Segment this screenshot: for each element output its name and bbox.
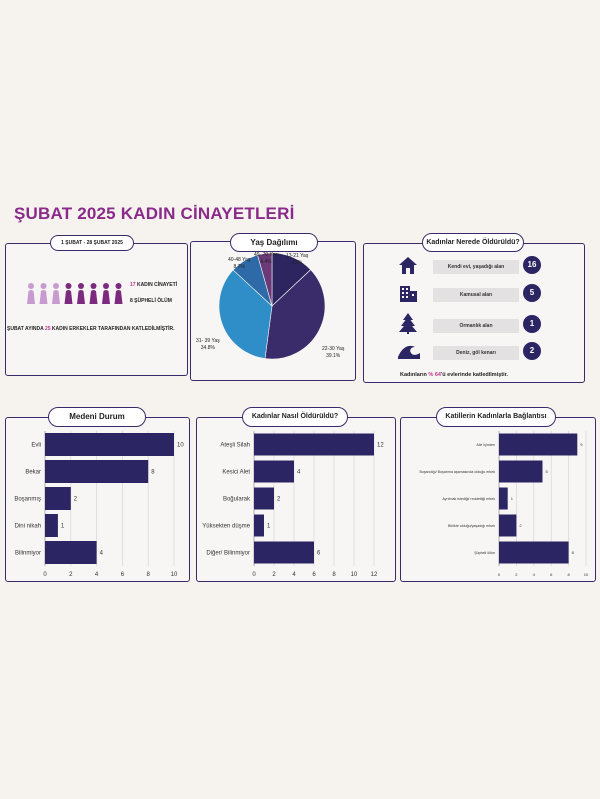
value-label: 2 <box>519 522 522 528</box>
category-label: Diğer/ Bilinmiyor <box>206 550 250 557</box>
age-label-3 <box>228 257 250 271</box>
category-label: Yüksekten düşme <box>202 523 250 530</box>
tick-label: 6 <box>312 572 316 578</box>
tick-label: 10 <box>350 572 358 578</box>
woman-figure-light <box>27 283 35 304</box>
value-label: 2 <box>73 496 78 503</box>
suspicious-label: ŞÜPHELİ ÖLÜM <box>132 298 172 304</box>
bar-0 <box>254 434 374 456</box>
tick-label: 6 <box>120 572 125 578</box>
value-label: 1 <box>60 523 65 530</box>
category-label: Bilinmiyor <box>14 550 41 557</box>
woman-figure-light <box>52 283 60 304</box>
value-label: 4 <box>99 550 103 557</box>
value-label: 2 <box>277 496 281 503</box>
value-label: 5 <box>545 468 548 474</box>
bar-2 <box>499 488 508 510</box>
location-list <box>363 253 583 363</box>
tick-label: 6 <box>550 572 553 577</box>
value-label: 1 <box>510 495 513 501</box>
murders-label: KADIN CİNAYETİ <box>135 282 178 288</box>
summary-footer-prefix: ŞUBAT AYINDA <box>7 326 45 332</box>
value-label: 8 <box>151 469 155 476</box>
date-range-pill: 1 ŞUBAT - 28 ŞUBAT 2025 <box>50 235 134 251</box>
age-label-0-name: 13-21 Yaş <box>286 253 309 259</box>
tick-label: 4 <box>94 572 99 578</box>
building-icon <box>397 283 419 303</box>
bar-4 <box>45 541 97 564</box>
location-footer <box>400 372 508 378</box>
category-label: Boğularak <box>222 496 250 503</box>
murders-stat <box>130 282 177 288</box>
bar-4 <box>254 542 314 564</box>
bar-4 <box>499 542 569 564</box>
age-label-2-name: 31- 39 Yaş <box>196 338 220 344</box>
location-label-forest: Ormanlık alan <box>433 319 519 333</box>
age-label-4 <box>254 252 278 266</box>
age-label-2-pct: 34.8% <box>200 345 215 351</box>
age-label-4-pct: 4.4% <box>260 259 272 265</box>
tick-label: 8 <box>146 572 150 578</box>
tick-label: 8 <box>567 572 570 577</box>
bar-0 <box>499 434 577 456</box>
location-value-forest: 1 <box>523 315 541 333</box>
bar-1 <box>499 461 543 483</box>
age-label-1-name: 22-30 Yaş <box>322 346 345 352</box>
tick-label: 0 <box>43 572 47 578</box>
bar-0 <box>45 433 174 456</box>
category-label: Boşanmış <box>14 496 41 503</box>
woman-figure-dark <box>102 283 110 304</box>
tick-label: 10 <box>170 572 178 578</box>
category-label: Aile İçinden <box>476 442 495 447</box>
value-label: 6 <box>317 550 321 557</box>
bar-1 <box>254 461 294 483</box>
value-label: 4 <box>297 469 301 476</box>
murders-count: 17 <box>130 282 136 288</box>
location-value-sea: 2 <box>523 342 541 360</box>
location-label-public: Kamusal alan <box>433 288 519 302</box>
tick-label: 2 <box>69 572 73 578</box>
location-label-sea: Deniz, göl kenarı <box>433 346 519 360</box>
category-label: Ateşli Silah <box>220 442 250 449</box>
location-footer-suffix: 'ü evlerinde katledilmiştir. <box>440 372 508 378</box>
woman-figure-light <box>40 283 48 304</box>
relation-bar-chart <box>400 428 594 578</box>
page-title: ŞUBAT 2025 KADIN CİNAYETLERİ <box>14 204 295 223</box>
wave-icon <box>397 341 421 361</box>
value-label: 1 <box>267 523 271 530</box>
location-row-public <box>363 281 535 305</box>
category-label: Bekar <box>25 469 41 476</box>
bar-2 <box>45 487 71 510</box>
category-label: Birlikte olduğu/yaşadığı erkek <box>448 523 495 528</box>
age-label-0 <box>286 253 308 267</box>
category-label: Boşandığı/ Boşanma aşamasında olduğu erkek <box>419 469 495 474</box>
house-icon <box>397 255 419 275</box>
location-row-sea <box>363 339 535 363</box>
age-label-3-pct: 8.7% <box>233 264 245 270</box>
tick-label: 2 <box>272 572 276 578</box>
method-title-pill: Kadınlar Nasıl Öldürüldü? <box>242 407 348 427</box>
suspicious-stat <box>130 298 172 304</box>
age-label-3-name: 40-48 Yaş <box>228 257 251 263</box>
category-label: Ayrılmak istediği/ reddettiği erkek <box>442 496 495 501</box>
bar-3 <box>254 515 264 537</box>
category-label: Şüpheli ölüm <box>474 550 495 555</box>
method-bar-chart <box>196 428 394 578</box>
tick-label: 4 <box>292 572 296 578</box>
category-label: Evli <box>31 442 41 449</box>
value-label: 8 <box>571 549 574 555</box>
age-label-4-name: 49- 70 Yaş <box>254 252 278 258</box>
tick-label: 10 <box>583 572 589 577</box>
location-row-home <box>363 253 537 277</box>
age-label-1 <box>322 346 344 360</box>
tick-label: 4 <box>532 572 535 577</box>
summary-footer-count: 25 <box>44 326 51 332</box>
age-label-0-pct: 13% <box>292 260 303 266</box>
location-row-forest <box>363 312 535 336</box>
suspicious-count: 8 <box>130 298 133 304</box>
woman-figure-dark <box>65 283 73 304</box>
bar-1 <box>45 460 148 483</box>
tree-icon <box>397 312 419 334</box>
category-label: Kesici Alet <box>222 469 250 476</box>
summary-footer <box>7 326 175 332</box>
tick-label: 2 <box>515 572 518 577</box>
location-value-public: 5 <box>523 284 541 302</box>
woman-figure-dark <box>77 283 85 304</box>
relation-title-pill: Katillerin Kadınlarla Bağlantısı <box>436 407 556 427</box>
woman-figures <box>25 282 125 306</box>
value-label: 10 <box>177 442 184 449</box>
bar-3 <box>45 514 58 537</box>
age-title-pill: Yaş Dağılımı <box>230 233 318 252</box>
marital-bar-chart <box>5 428 188 578</box>
bar-3 <box>499 515 516 537</box>
tick-label: 0 <box>252 572 256 578</box>
age-label-1-pct: 39.1% <box>326 353 341 359</box>
figures-row <box>25 282 125 311</box>
value-label: 9 <box>580 441 583 447</box>
bar-2 <box>254 488 274 510</box>
location-label-home: Kendi evi, yaşadığı alan <box>433 260 519 274</box>
location-footer-pct: % 64 <box>428 372 441 378</box>
marital-title-pill: Medeni Durum <box>48 407 146 427</box>
woman-figure-dark <box>90 283 98 304</box>
summary-footer-suffix: KADIN ERKEKLER TARAFINDAN KATLEDİLMİŞTİR. <box>50 326 175 332</box>
age-label-2 <box>196 338 220 352</box>
tick-label: 0 <box>497 572 501 577</box>
location-value-home: 16 <box>523 256 541 274</box>
category-label: Dini nikah <box>14 523 41 530</box>
tick-label: 8 <box>332 572 336 578</box>
location-footer-prefix: Kadınların <box>400 372 429 378</box>
tick-label: 12 <box>370 572 378 578</box>
value-label: 12 <box>377 442 384 449</box>
woman-figure-dark <box>115 283 123 304</box>
location-title-pill: Kadınlar Nerede Öldürüldü? <box>422 233 524 252</box>
